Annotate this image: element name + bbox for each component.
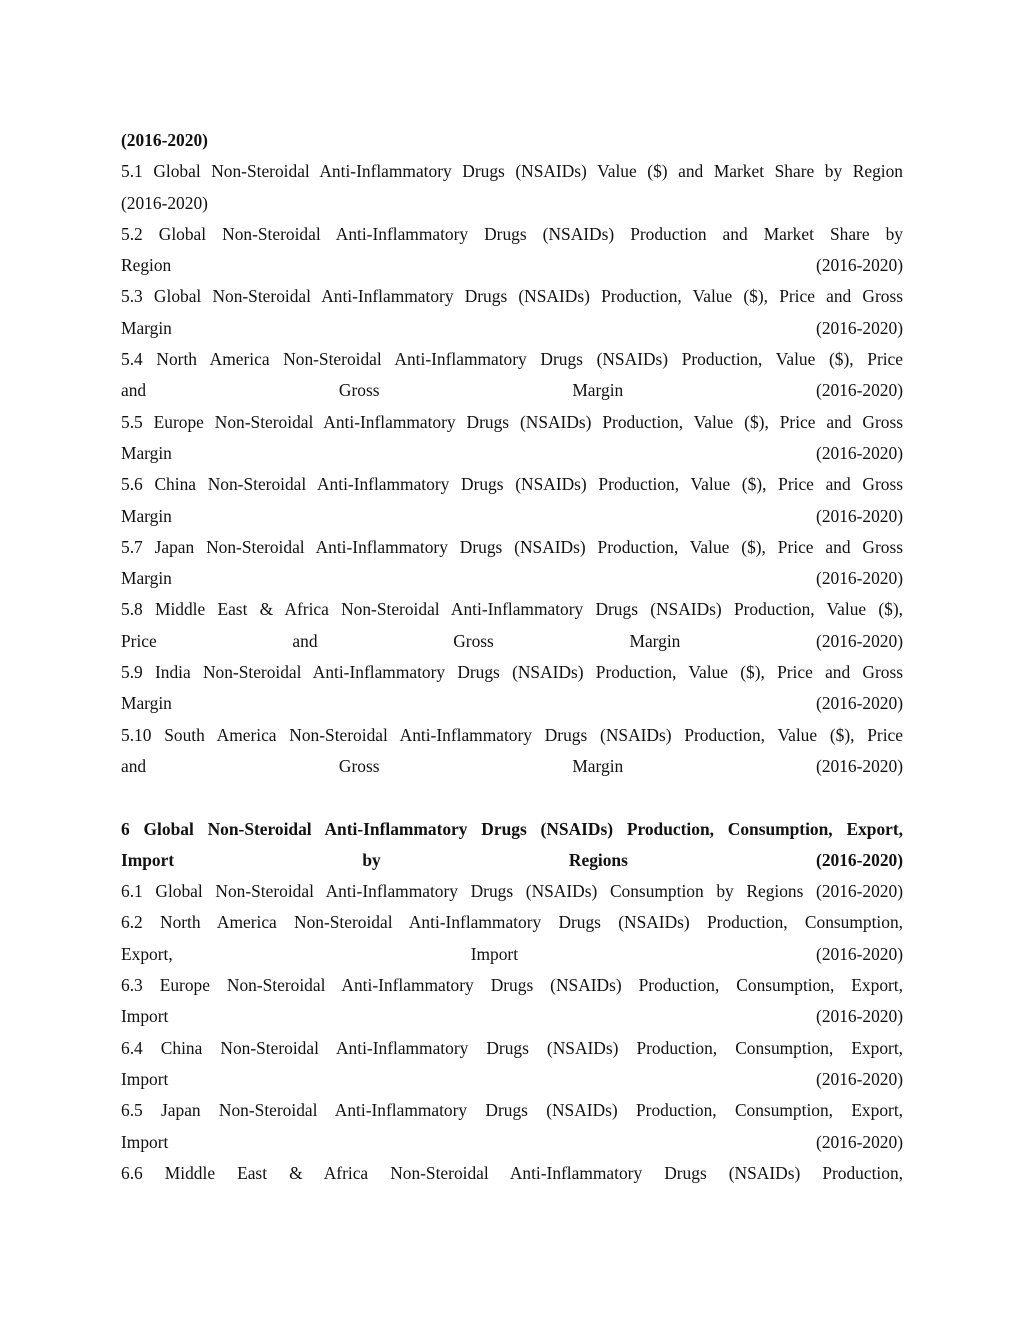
toc-entry-line: Margin (2016-2020): [121, 442, 903, 463]
toc-entry-line: 5.6 China Non-Steroidal Anti-Inflammatory Drugs (NSAIDs) Production, Value ($), Price and Gross: [121, 474, 903, 495]
toc-entry-line: 6.6 Middle East & Africa Non-Steroidal Anti-Inflammatory Drugs (NSAIDs) Production,: [121, 1162, 903, 1183]
toc-entry-line: Margin (2016-2020): [121, 317, 903, 338]
toc-entry-line: 5.10 South America Non-Steroidal Anti-Inflammatory Drugs (NSAIDs) Production, Value ($), Price: [121, 724, 903, 745]
toc-entry-line: 6.1 Global Non-Steroidal Anti-Inflammatory Drugs (NSAIDs) Consumption by Regions (2016-2020): [121, 881, 903, 902]
toc-entry-line: Margin (2016-2020): [121, 505, 903, 526]
toc-entry-line: 5.9 India Non-Steroidal Anti-Inflammatory Drugs (NSAIDs) Production, Value ($), Price and Gross: [121, 662, 903, 683]
toc-heading-line: Import by Regions (2016-2020): [121, 849, 903, 870]
toc-entry-line: 5.1 Global Non-Steroidal Anti-Inflammatory Drugs (NSAIDs) Value ($) and Market Share by Region: [121, 161, 903, 182]
toc-entry-line: Import (2016-2020): [121, 1131, 903, 1152]
toc-entry-line: and Gross Margin (2016-2020): [121, 380, 903, 401]
toc-entry-line: 5.2 Global Non-Steroidal Anti-Inflammatory Drugs (NSAIDs) Production and Market Share by: [121, 223, 903, 244]
toc-entry-line: 6.2 North America Non-Steroidal Anti-Inflammatory Drugs (NSAIDs) Production, Consumption,: [121, 912, 903, 933]
toc-entry-line: 6.5 Japan Non-Steroidal Anti-Inflammatory Drugs (NSAIDs) Production, Consumption, Export,: [121, 1100, 903, 1121]
toc-entry-line: and Gross Margin (2016-2020): [121, 755, 903, 776]
toc-entry-line: Margin (2016-2020): [121, 568, 903, 589]
toc-entry-line: Margin (2016-2020): [121, 693, 903, 714]
toc-entry-line: Import (2016-2020): [121, 1006, 903, 1027]
toc-entry-line: Export, Import (2016-2020): [121, 943, 903, 964]
toc-heading-line: (2016-2020): [121, 130, 208, 150]
toc-entry-line: 5.7 Japan Non-Steroidal Anti-Inflammatory Drugs (NSAIDs) Production, Value ($), Price and Gross: [121, 536, 903, 557]
toc-entry-line: Region (2016-2020): [121, 255, 903, 276]
toc-entry-line: 5.4 North America Non-Steroidal Anti-Inflammatory Drugs (NSAIDs) Production, Value ($), Price: [121, 349, 903, 370]
toc-entry-line: 6.3 Europe Non-Steroidal Anti-Inflammatory Drugs (NSAIDs) Production, Consumption, Export,: [121, 975, 903, 996]
toc-entry-line: 5.5 Europe Non-Steroidal Anti-Inflammatory Drugs (NSAIDs) Production, Value ($), Price and Gross: [121, 411, 903, 432]
toc-page: [121, 125, 903, 1189]
toc-entry-line: 6.4 China Non-Steroidal Anti-Inflammatory Drugs (NSAIDs) Production, Consumption, Export,: [121, 1037, 903, 1058]
toc-heading-line: 6 Global Non-Steroidal Anti-Inflammatory Drugs (NSAIDs) Production, Consumption, Export,: [121, 818, 903, 839]
toc-entry-line: Import (2016-2020): [121, 1068, 903, 1089]
toc-entry-line: 5.8 Middle East & Africa Non-Steroidal Anti-Inflammatory Drugs (NSAIDs) Production, Value ($),: [121, 599, 903, 620]
section-gap: [121, 782, 903, 813]
toc-entry-line: 5.3 Global Non-Steroidal Anti-Inflammatory Drugs (NSAIDs) Production, Value ($), Price and Gross: [121, 286, 903, 307]
toc-entry-line: (2016-2020): [121, 192, 208, 213]
toc-entry-line: Price and Gross Margin (2016-2020): [121, 630, 903, 651]
